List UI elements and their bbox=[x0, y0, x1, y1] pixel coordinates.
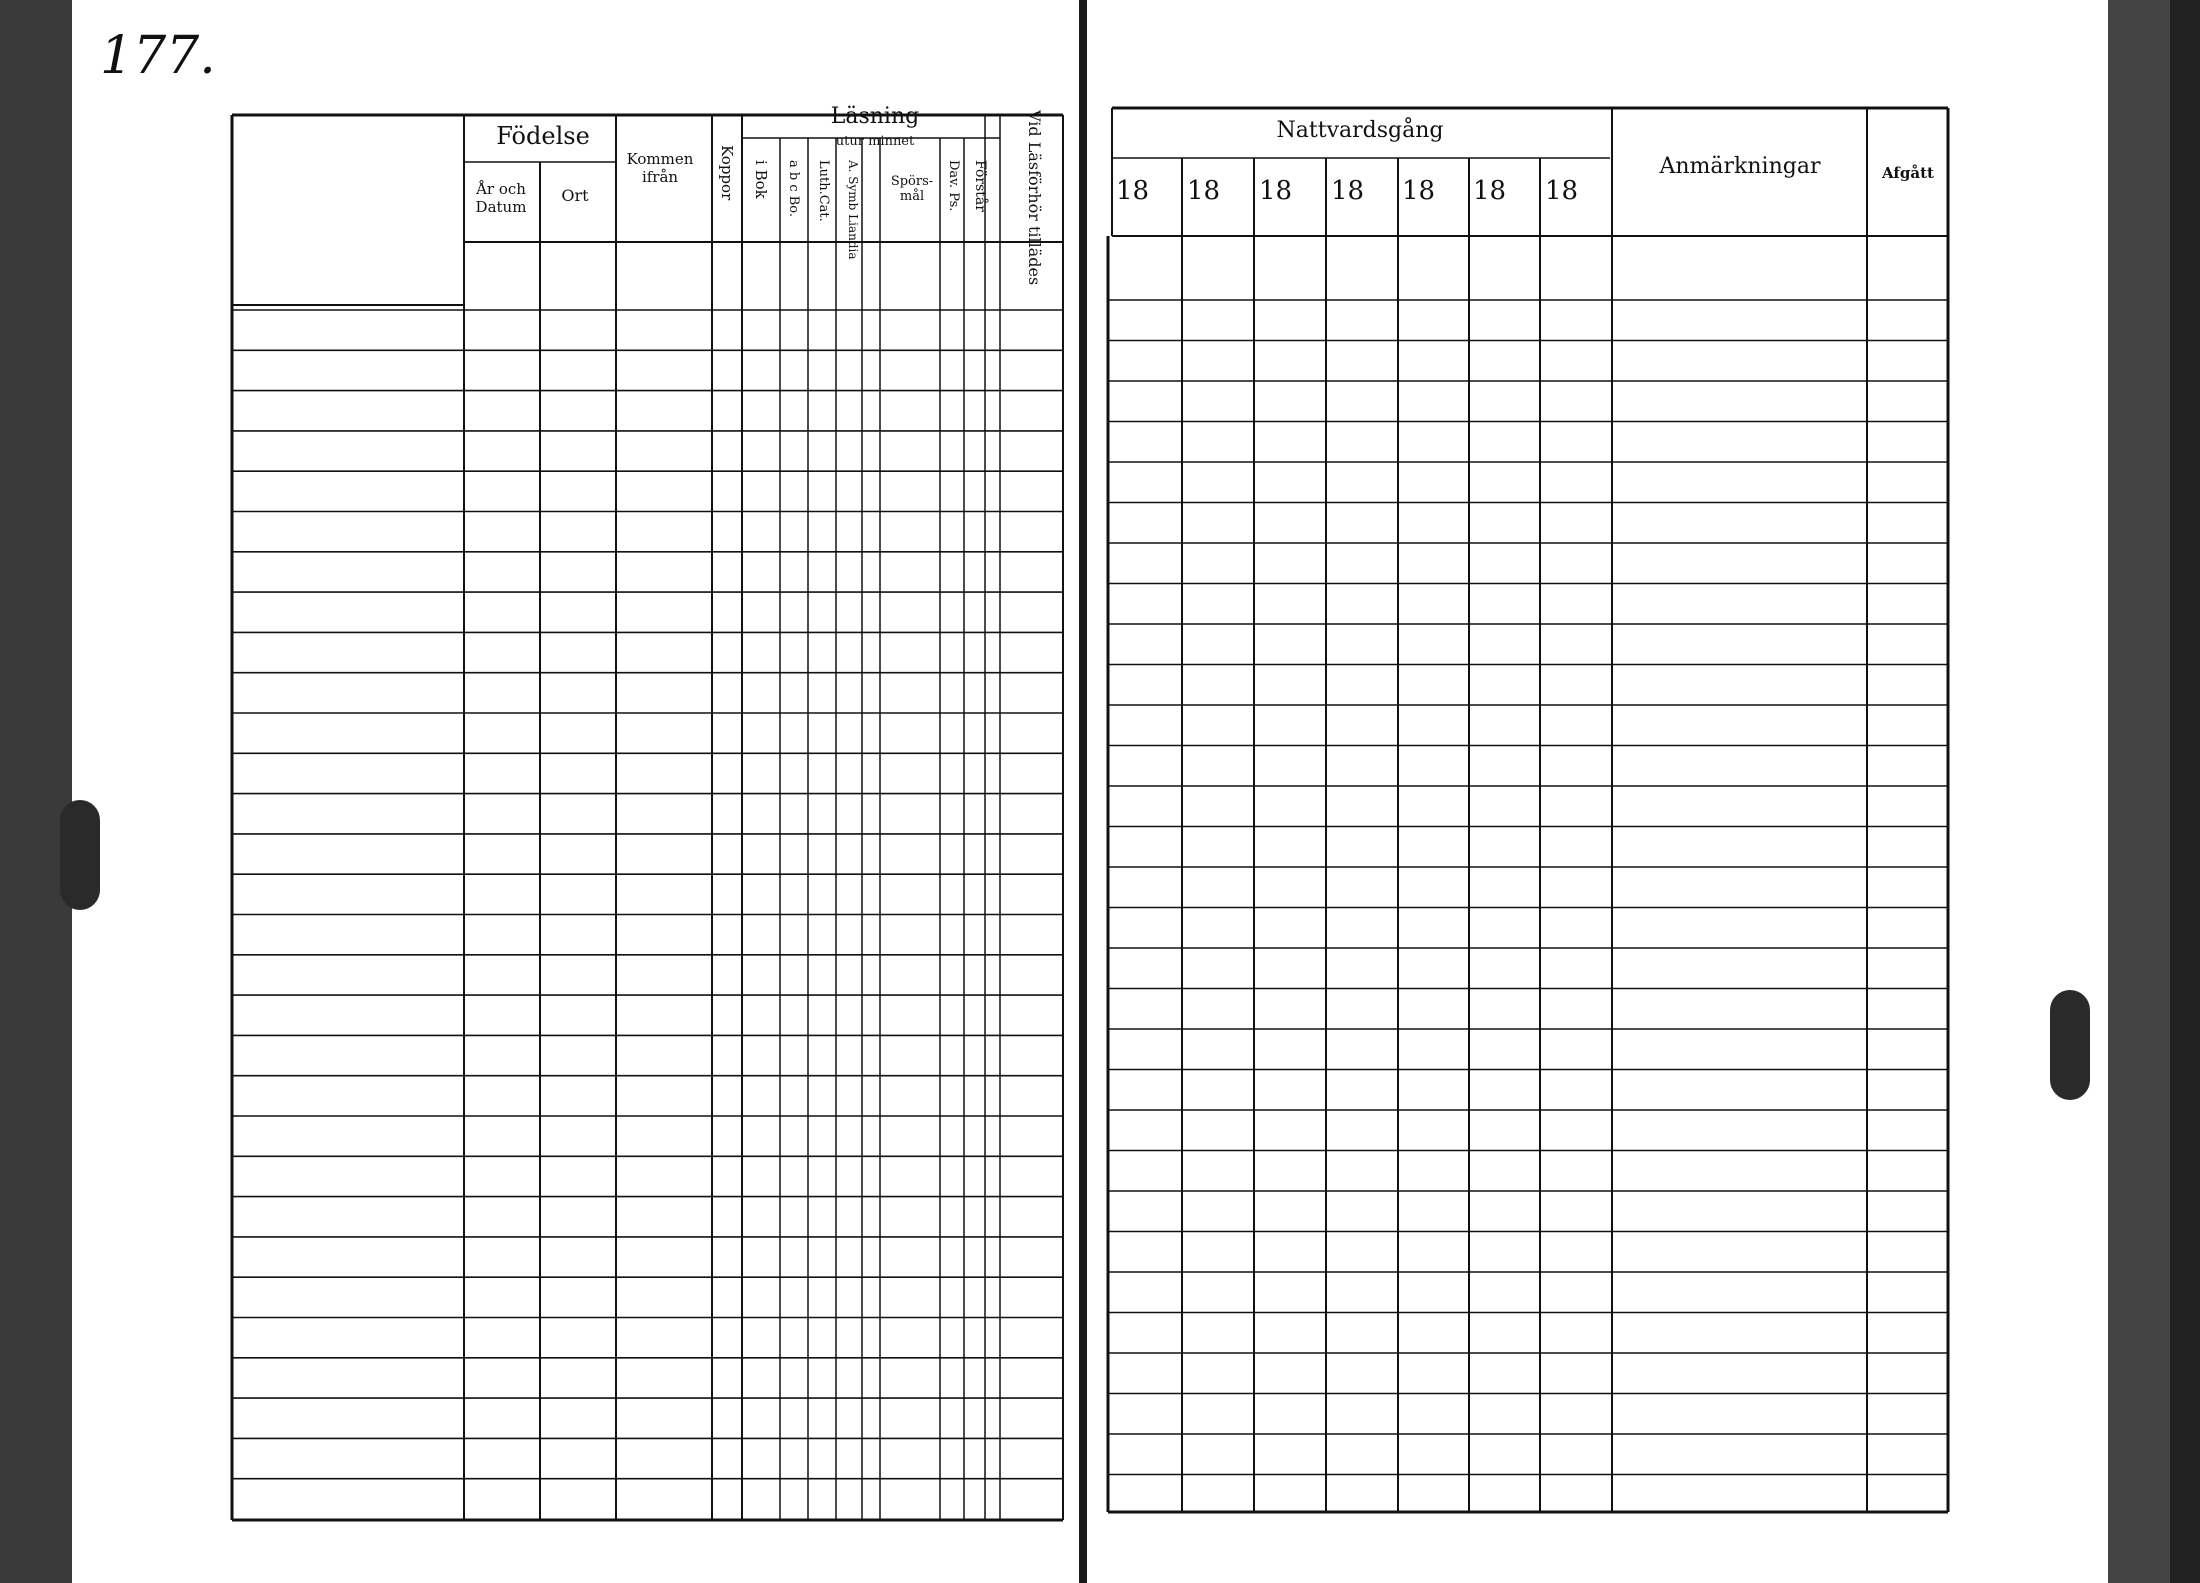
page-number: 177. bbox=[100, 26, 216, 86]
header-anmarkningar: Anmärkningar bbox=[1659, 154, 1821, 179]
header-sporsmal: Spörs-mål bbox=[890, 174, 934, 204]
header-luth-cat: Luth.Cat. bbox=[816, 160, 831, 222]
header-kommen-ifran: Kommen ifrån bbox=[626, 150, 694, 186]
year-col-3: 18 bbox=[1259, 176, 1293, 206]
header-vid-lasforhor: Vid Läsförhör tillädes bbox=[1025, 110, 1044, 286]
header-ort: Ort bbox=[561, 186, 589, 205]
header-afgatt: Afgått bbox=[1882, 164, 1934, 182]
header-fodelse: Födelse bbox=[496, 122, 590, 150]
header-abc-bok: a b c Bo. bbox=[786, 160, 801, 218]
header-lasning: Läsning bbox=[830, 104, 920, 129]
header-koppor: Koppor bbox=[718, 145, 736, 201]
year-col-1: 18 bbox=[1116, 176, 1150, 206]
header-i-bok: i Bok bbox=[752, 160, 770, 199]
year-col-2: 18 bbox=[1187, 176, 1221, 206]
header-a-symb: A. Symb Liandia bbox=[846, 160, 860, 260]
header-dav-ps: Dav. Ps. bbox=[946, 160, 961, 212]
header-forstar: Förstår bbox=[972, 160, 988, 212]
header-ar-och-datum: År och Datum bbox=[475, 180, 527, 216]
header-utur-minnet: utur minnet bbox=[835, 134, 915, 149]
year-col-7: 18 bbox=[1545, 176, 1579, 206]
year-col-5: 18 bbox=[1402, 176, 1436, 206]
year-col-6: 18 bbox=[1473, 176, 1507, 206]
header-nattvardsgang: Nattvardsgång bbox=[1276, 118, 1444, 143]
year-col-4: 18 bbox=[1331, 176, 1365, 206]
